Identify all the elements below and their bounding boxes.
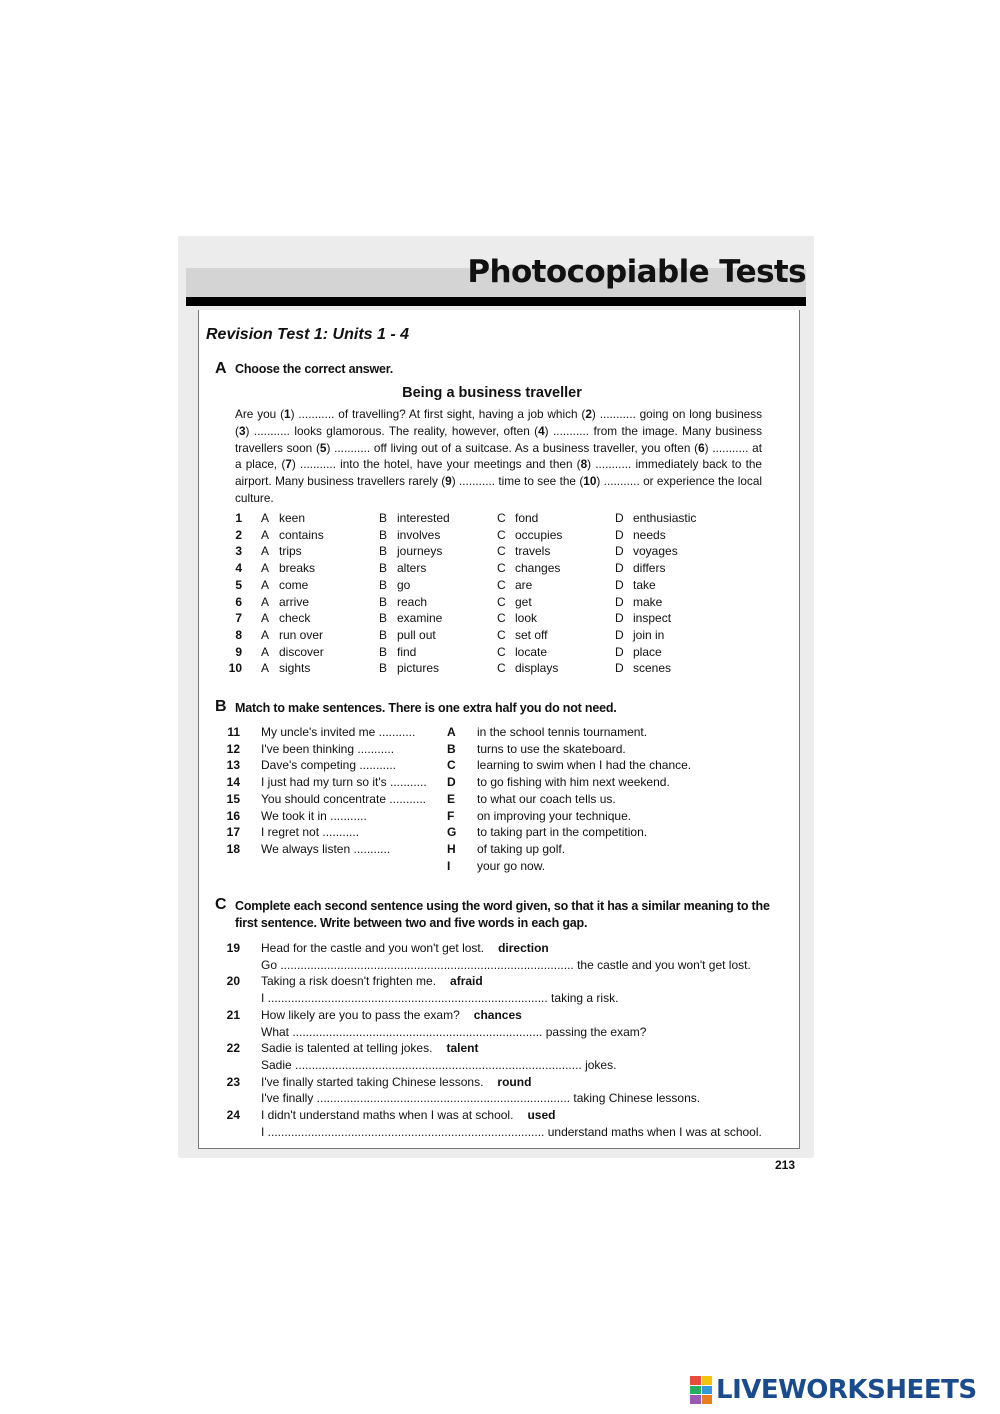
transformation-answer-line[interactable]: I ................................................................................... understand maths when I was at school. bbox=[261, 1124, 762, 1139]
mc-option: D voyages bbox=[615, 544, 678, 559]
section-c-letter: C bbox=[215, 896, 227, 913]
match-option-text: to go fishing with him next weekend. bbox=[477, 775, 670, 790]
transformation-answer-line[interactable]: I .................................................................................... taking a risk. bbox=[261, 991, 619, 1006]
match-option-letter: E bbox=[447, 791, 456, 806]
match-item-number: 13 bbox=[226, 758, 240, 773]
mc-option: B reach bbox=[379, 594, 428, 609]
match-item-text: We took it in ........... bbox=[261, 808, 367, 823]
match-option-letter: H bbox=[447, 841, 456, 856]
mc-option: D needs bbox=[615, 527, 666, 542]
mc-option: C fond bbox=[497, 511, 539, 525]
transformation-number: 21 bbox=[226, 1007, 240, 1022]
logo-square bbox=[702, 1376, 713, 1385]
match-option-letter: A bbox=[447, 725, 456, 739]
mc-option: C occupies bbox=[497, 527, 563, 542]
mc-option: C get bbox=[497, 594, 532, 609]
transformation-text: Sadie is talented at telling jokes. talent bbox=[261, 1041, 479, 1056]
test-title: Revision Test 1: Units 1 - 4 bbox=[206, 326, 410, 343]
match-item-text: We always listen ........... bbox=[261, 841, 391, 856]
transformation-text: I've finally started taking Chinese lessons. round bbox=[261, 1074, 532, 1089]
mc-option: A keen bbox=[261, 511, 306, 525]
mc-question-number: 1 bbox=[235, 511, 242, 525]
liveworksheets-logo-icon bbox=[690, 1376, 712, 1404]
mc-option: A check bbox=[261, 611, 311, 626]
mc-option: C set off bbox=[497, 627, 548, 642]
mc-option: A trips bbox=[261, 544, 302, 559]
mc-option: A sights bbox=[261, 661, 311, 676]
mc-option: A discover bbox=[261, 644, 324, 659]
mc-option: C displays bbox=[497, 661, 559, 676]
mc-question-number: 9 bbox=[235, 644, 242, 659]
mc-option: A contains bbox=[261, 527, 324, 542]
match-item-text: I just had my turn so it's ........... bbox=[261, 775, 427, 790]
transformation-text: Taking a risk doesn't frighten me. afraid bbox=[261, 974, 483, 989]
mc-option: D make bbox=[615, 594, 663, 609]
match-item-text: I regret not ........... bbox=[261, 825, 360, 840]
mc-option: B pictures bbox=[379, 661, 440, 676]
match-option-letter: G bbox=[447, 825, 457, 840]
liveworksheets-brand-text: LIVEWORKSHEETS bbox=[716, 1375, 977, 1405]
mc-option: B journeys bbox=[379, 544, 443, 559]
page-number: 213 bbox=[775, 1158, 796, 1172]
mc-question-number: 8 bbox=[235, 627, 242, 642]
mc-option: B interested bbox=[379, 511, 450, 525]
mc-option: B examine bbox=[379, 611, 443, 626]
transformation-text: How likely are you to pass the exam? chances bbox=[261, 1007, 522, 1022]
liveworksheets-logo bbox=[690, 1372, 977, 1408]
header-rule bbox=[186, 297, 806, 306]
logo-square bbox=[690, 1386, 701, 1395]
match-item-text: I've been thinking ........... bbox=[261, 741, 395, 756]
match-option-letter: B bbox=[447, 741, 456, 756]
transformation-answer-line[interactable]: What ........................................................................... passing the exam? bbox=[261, 1024, 647, 1039]
match-option-letter: F bbox=[447, 808, 455, 823]
section-b-instruction: Match to make sentences. There is one extra half you do not need. bbox=[235, 701, 617, 715]
passage-text: Are you (1) ........... of travelling? At first sight, having a job which (2) ........... going on long business (3) ........... looks glamorous. The reality, however, often (4) ........... from the image. Many business travellers soon (5) ........... off living out of a suitcase. As a business traveller, you often (6) ........... at a place, (7) ........... into the hotel, have your meetings and then (8) ........... immediately back to the airport. Many business travellers rarely (9) ........... time to see the (10) ........... or experience the local culture. bbox=[235, 407, 762, 505]
mc-option: B alters bbox=[379, 561, 427, 576]
transformation-number: 23 bbox=[226, 1074, 240, 1089]
mc-option: C look bbox=[497, 611, 538, 626]
match-item-text: Dave's competing ........... bbox=[261, 758, 397, 773]
section-c-instruction-line1: Complete each second sentence using the word given, so that it has a similar meaning to the bbox=[235, 899, 770, 913]
match-item-number: 11 bbox=[227, 725, 240, 739]
mc-option: A run over bbox=[261, 627, 324, 642]
mc-option: A breaks bbox=[261, 561, 316, 576]
section-c-instruction-line2: first sentence. Write between two and five words in each gap. bbox=[235, 916, 588, 930]
transformation-text: Head for the castle and you won't get lost. direction bbox=[261, 941, 549, 955]
mc-option: B go bbox=[379, 577, 411, 592]
match-option-text: to taking part in the competition. bbox=[477, 825, 648, 840]
mc-question-number: 5 bbox=[235, 577, 242, 592]
match-option-text: in the school tennis tournament. bbox=[477, 725, 648, 739]
match-option-text: of taking up golf. bbox=[477, 841, 566, 856]
mc-question-number: 2 bbox=[235, 527, 242, 542]
transformation-answer-line[interactable]: Sadie ...................................................................................... jokes. bbox=[261, 1057, 617, 1072]
mc-question-number: 7 bbox=[235, 611, 242, 626]
transformation-number: 24 bbox=[226, 1108, 240, 1122]
transformation-answer-line[interactable]: I've finally ............................................................................ taking Chinese lessons. bbox=[261, 1091, 701, 1106]
mc-option: C changes bbox=[497, 561, 561, 576]
match-item-text: You should concentrate ........... bbox=[261, 791, 426, 806]
mc-option: C travels bbox=[497, 544, 551, 559]
transformation-number: 22 bbox=[226, 1041, 240, 1056]
logo-square bbox=[690, 1395, 701, 1404]
transformation-keyword: chances bbox=[473, 1007, 522, 1022]
match-item-number: 17 bbox=[226, 825, 240, 840]
transformation-keyword: direction bbox=[498, 941, 549, 955]
mc-option: D scenes bbox=[615, 661, 672, 676]
mc-option: A arrive bbox=[261, 594, 310, 609]
match-option-letter: I bbox=[447, 858, 451, 873]
match-item-number: 15 bbox=[226, 791, 240, 806]
transformation-answer-line[interactable]: Go ........................................................................................ the castle and you won't get lost. bbox=[261, 957, 751, 972]
match-item-number: 16 bbox=[226, 808, 240, 823]
match-option-letter: D bbox=[447, 775, 456, 790]
match-option-text: your go now. bbox=[477, 858, 546, 873]
mc-option: D differs bbox=[615, 561, 666, 576]
mc-option: D place bbox=[615, 644, 662, 659]
logo-square bbox=[690, 1376, 701, 1385]
transformation-keyword: round bbox=[497, 1074, 532, 1089]
mc-option: B involves bbox=[379, 527, 441, 542]
transformation-keyword: talent bbox=[446, 1041, 479, 1056]
mc-option: B pull out bbox=[379, 627, 436, 642]
passage-title: Being a business traveller bbox=[402, 385, 582, 401]
match-option-text: turns to use the skateboard. bbox=[477, 741, 626, 756]
match-option-text: to what our coach tells us. bbox=[477, 791, 616, 806]
transformation-number: 19 bbox=[226, 941, 240, 955]
transformation-keyword: afraid bbox=[450, 974, 483, 989]
mc-option: D join in bbox=[615, 627, 665, 642]
page-header-title: Photocopiable Tests bbox=[467, 254, 806, 290]
logo-square bbox=[702, 1386, 713, 1395]
transformation-keyword: used bbox=[527, 1108, 556, 1122]
transformation-number: 20 bbox=[226, 974, 240, 989]
section-a-instruction: Choose the correct answer. bbox=[235, 362, 394, 376]
mc-question-number: 10 bbox=[228, 661, 242, 676]
match-item-text: My uncle's invited me ........... bbox=[261, 725, 416, 739]
mc-option: C locate bbox=[497, 644, 548, 659]
mc-question-number: 4 bbox=[235, 561, 242, 576]
transformation-text: I didn't understand maths when I was at school. used bbox=[261, 1108, 556, 1122]
logo-square bbox=[702, 1395, 713, 1404]
match-item-number: 14 bbox=[226, 775, 240, 790]
section-b-letter: B bbox=[215, 698, 227, 715]
match-option-text: on improving your technique. bbox=[477, 808, 632, 823]
mc-option: B find bbox=[379, 644, 417, 659]
section-a-letter: A bbox=[215, 360, 227, 377]
mc-option: C are bbox=[497, 577, 533, 592]
match-item-number: 18 bbox=[226, 841, 240, 856]
match-option-letter: C bbox=[447, 758, 456, 773]
match-option-text: learning to swim when I had the chance. bbox=[477, 758, 692, 773]
mc-question-number: 3 bbox=[235, 544, 242, 559]
mc-option: D enthusiastic bbox=[615, 511, 697, 525]
mc-question-number: 6 bbox=[235, 594, 242, 609]
mc-option: D take bbox=[615, 577, 656, 592]
match-item-number: 12 bbox=[226, 741, 240, 756]
mc-option: D inspect bbox=[615, 611, 672, 626]
mc-option: A come bbox=[261, 577, 309, 592]
